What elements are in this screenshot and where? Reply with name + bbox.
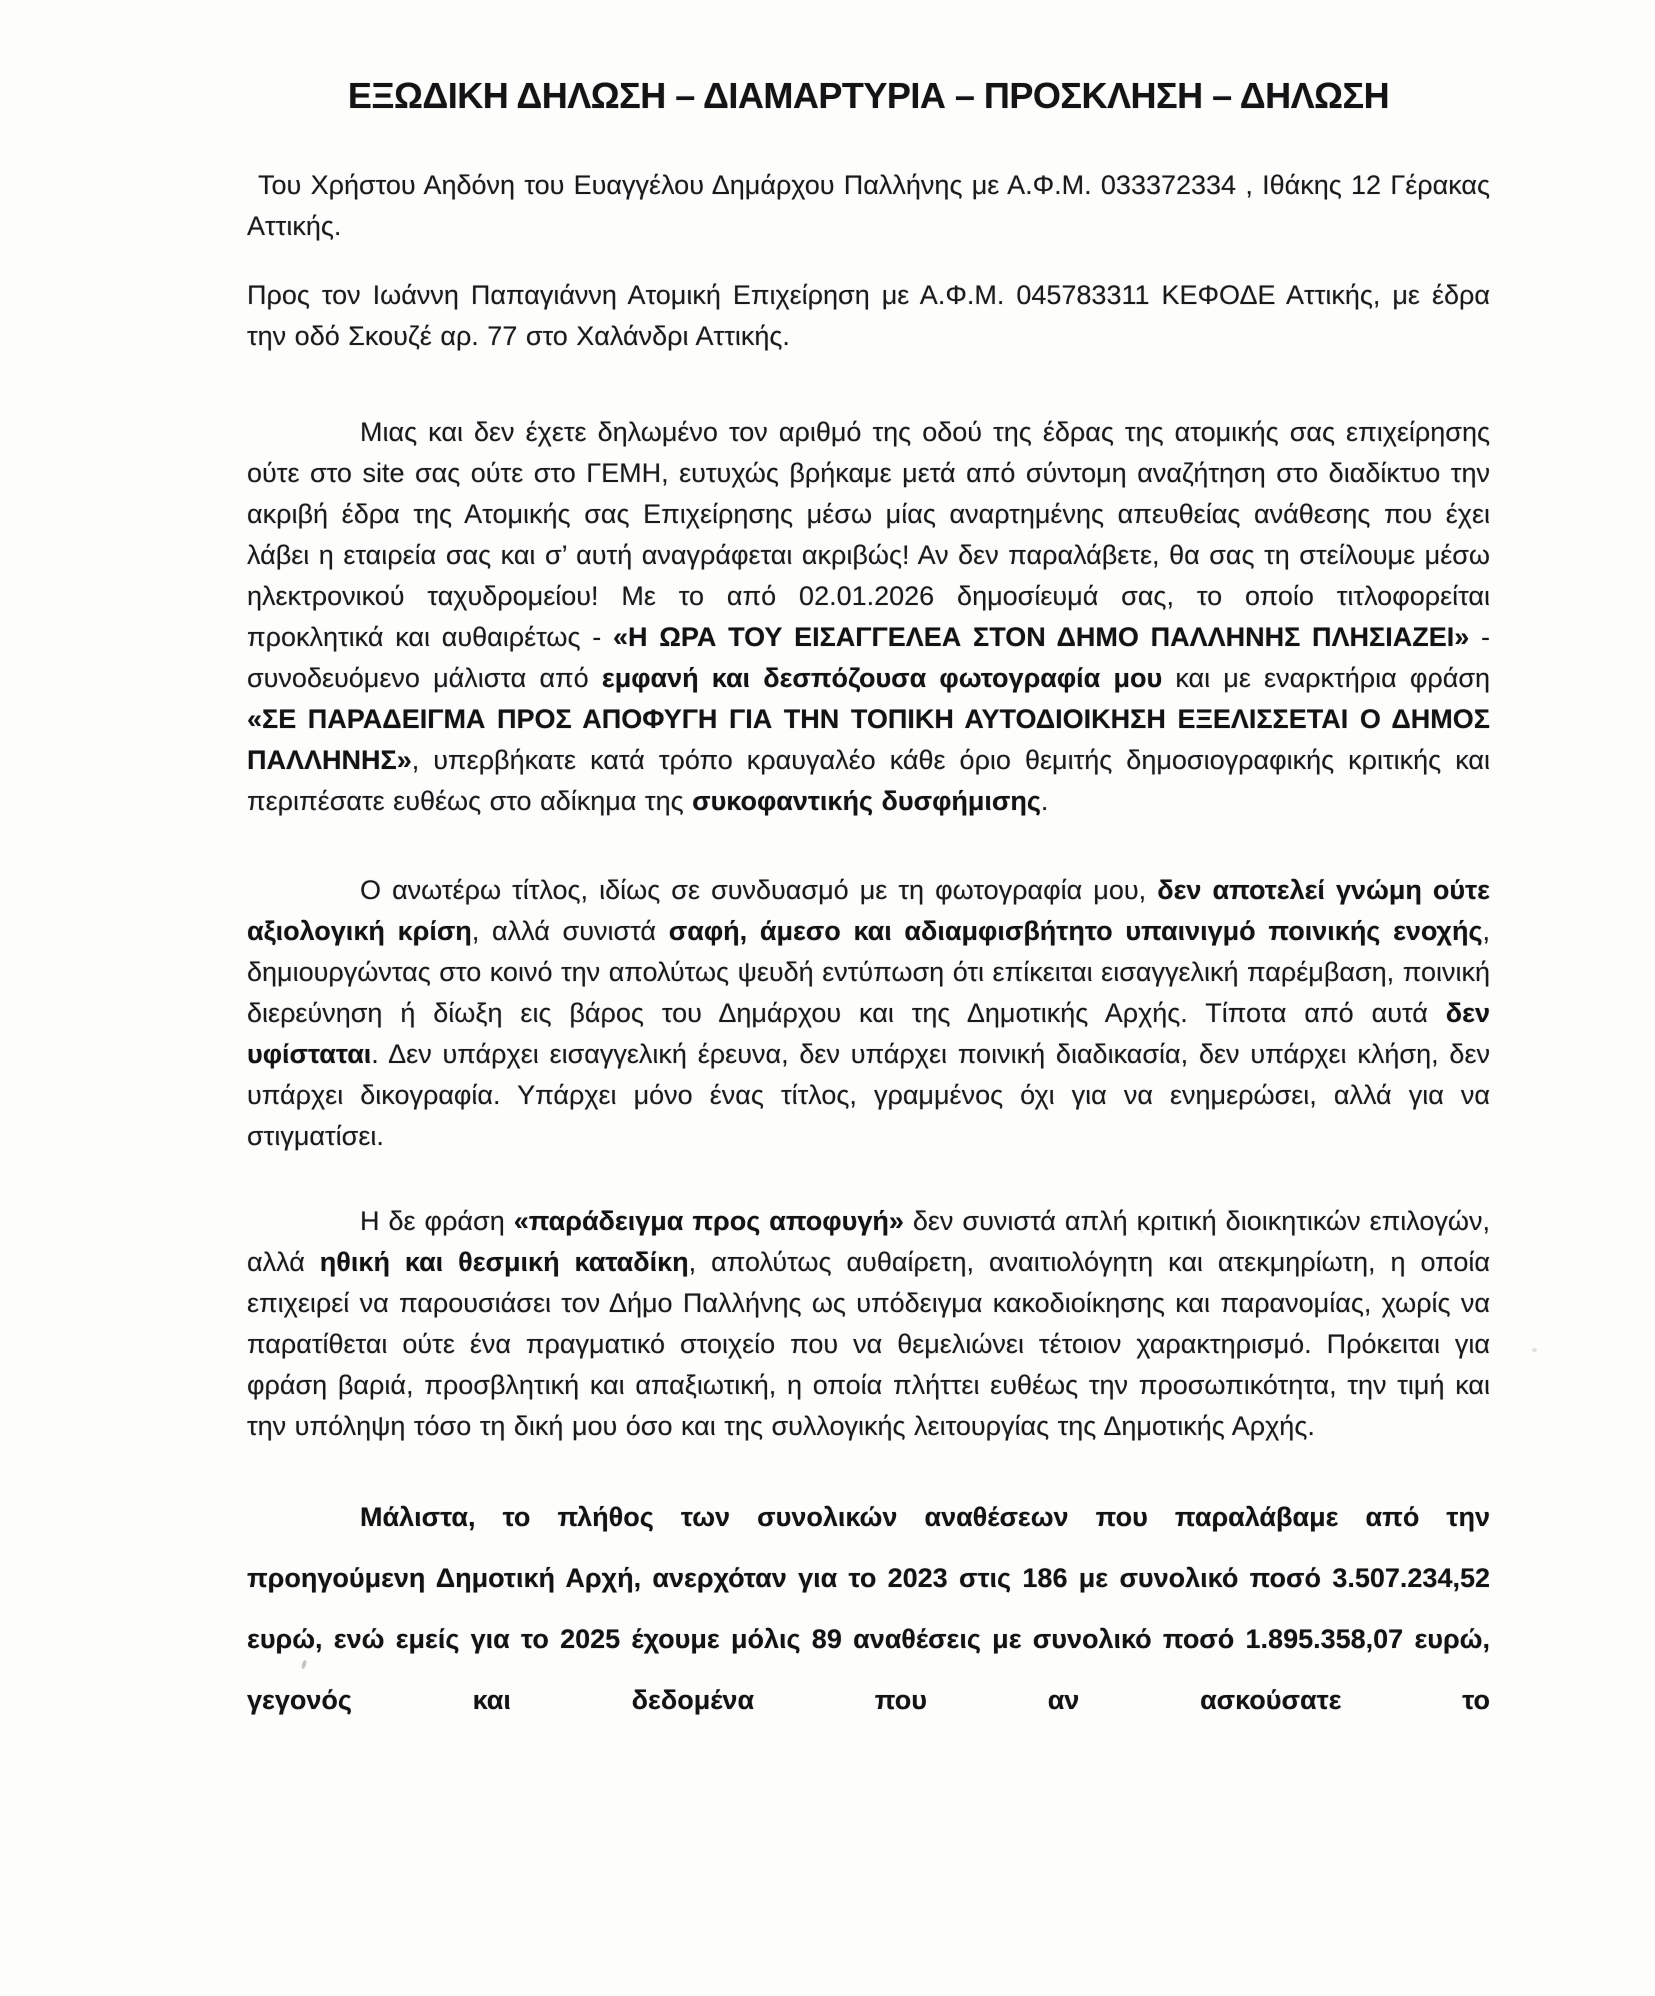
- paragraph-sender: [247, 165, 1490, 247]
- scan-artifact: [1140, 1230, 1143, 1233]
- document-title: ΕΞΩΔΙΚΗ ΔΗΛΩΣΗ – ΔΙΑΜΑΡΤΥΡΙΑ – ΠΡΟΣΚΛΗΣΗ – ΔΗΛΩΣΗ: [347, 75, 1390, 116]
- paragraph-title-implication: [247, 870, 1490, 1157]
- text-run: . Δεν υπάρχει εισαγγελική έρευνα, δεν υπάρχει ποινική διαδικασία, δεν υπάρχει κλήση, δεν υπάρχει δικογραφία. Υπάρχει μόνο ένας τίτλος, γραμμένος όχι για να ενημερώσει, αλλά για να στιγματίσει.: [247, 1039, 1490, 1151]
- text-run: Ο ανωτέρω τίτλος, ιδίως σε συνδυασμό με τη φωτογραφία μου,: [360, 875, 1158, 905]
- text-run-bold: ηθική και θεσμική καταδίκη: [319, 1247, 689, 1277]
- text-run-bold: Μάλιστα, το πλήθος των συνολικών αναθέσεων που παραλάβαμε από την προηγούμενη Δημοτική Αρχή, ανερχόταν για το 2023 στις 186 με συνολικό ποσό 3.507.234,52 ευρώ, ενώ εμείς για το 2025 έχουμε μόλις 89 αναθέσεις με συνολικό ποσό 1.895.358,07 ευρώ, γεγονός και δεδομένα που αν ασκούσατε το: [247, 1502, 1490, 1715]
- document-content: [247, 0, 1490, 1731]
- text-run-bold: δεν αποτελεί γνώμη ούτε αξιολογική κρίση: [247, 875, 1490, 946]
- paragraph-phrase-condemnation: [247, 1201, 1490, 1447]
- paragraph-publication: [247, 412, 1490, 822]
- text-run: - συνοδευόμενο μάλιστα από: [247, 622, 1490, 693]
- scan-artifact: [1532, 1348, 1537, 1352]
- text-run-bold: σαφή, άμεσο και αδιαμφισβήτητο υπαινιγμό ποινικής ενοχής: [668, 916, 1483, 946]
- text-run: , απολύτως αυθαίρετη, αναιτιολόγητη και ατεκμηρίωτη, η οποία επιχειρεί να παρουσιάσει τον Δήμο Παλλήνης ως υπόδειγμα κακοδιοίκησης και παρανομίας, χωρίς να παρατίθεται ούτε ένα πραγματικό στοιχείο που να θεμελιώνει τέτοιον χαρακτηρισμό. Πρόκειται για φράση βαριά, προσβλητική και απαξιωτική, η οποία πλήττει ευθέως την προσωπικότητα, την τιμή και την υπόληψη τόσο τη δική μου όσο και της συλλογικής λειτουργίας της Δημοτικής Αρχής.: [247, 1247, 1490, 1441]
- text-run-bold: εμφανή και δεσπόζουσα φωτογραφία μου: [601, 663, 1163, 693]
- document-body: [247, 165, 1490, 1731]
- text-run: και με εναρκτήρια φράση: [1162, 663, 1491, 693]
- text-run: Του Χρήστου Αηδόνη του Ευαγγέλου Δημάρχου Παλλήνης με Α.Φ.Μ. 033372334 , Ιθάκης 12 Γέρακας Αττικής.: [247, 170, 1490, 241]
- text-run-bold: «ΣΕ ΠΑΡΑΔΕΙΓΜΑ ΠΡΟΣ ΑΠΟΦΥΓΗ ΓΙΑ ΤΗΝ ΤΟΠΙΚΗ ΑΥΤΟΔΙΟΙΚΗΣΗ ΕΞΕΛΙΣΣΕΤΑΙ Ο ΔΗΜΟΣ ΠΑΛΛΗΝΗΣ»: [247, 704, 1490, 775]
- text-run: , αλλά συνιστά: [471, 916, 669, 946]
- text-run: Προς τον Ιωάννη Παπαγιάννη Ατομική Επιχείρηση με Α.Φ.Μ. 045783311 ΚΕΦΟΔΕ Αττικής, με έδρα την οδό Σκουζέ αρ. 77 στο Χαλάνδρι Αττικής.: [247, 280, 1490, 351]
- text-run: .: [1040, 786, 1049, 816]
- text-run: , υπερβήκατε κατά τρόπο κραυγαλέο κάθε όριο θεμιτής δημοσιογραφικής κριτικής και περιπέσατε ευθέως στο αδίκημα της: [247, 745, 1490, 816]
- text-run: Η δε φράση: [360, 1206, 514, 1236]
- text-run-bold: «παράδειγμα προς αποφυγή»: [513, 1206, 904, 1236]
- text-run-bold: συκοφαντικής δυσφήμισης: [692, 786, 1041, 816]
- text-run: δεν συνιστά απλή κριτική διοικητικών επιλογών, αλλά: [247, 1206, 1490, 1277]
- text-run-bold: δεν υφίσταται: [247, 998, 1490, 1069]
- text-run-bold: «Η ΩΡΑ ΤΟΥ ΕΙΣΑΓΓΕΛΕΑ ΣΤΟΝ ΔΗΜΟ ΠΑΛΛΗΝΗΣ ΠΛΗΣΙΑΖΕΙ»: [612, 622, 1470, 652]
- paragraph-recipient: [247, 275, 1490, 357]
- paragraph-assignments-figures: [247, 1487, 1490, 1731]
- text-run: Μιας και δεν έχετε δηλωμένο τον αριθμό της οδού της έδρας της ατομικής σας επιχείρησης ούτε στο site σας ούτε στο ΓΕΜΗ, ευτυχώς βρήκαμε μετά από σύντομη αναζήτηση στο διαδίκτυο την ακριβή έδρα της Ατομικής σας Επιχείρησης μέσω μίας αναρτημένης απευθείας ανάθεσης που έχει λάβει η εταιρεία σας και σ’ αυτή αναγράφεται ακριβώς! Αν δεν παραλάβετε, θα σας τη στείλουμε μέσω ηλεκτρονικού ταχυδρομείου! Με το από 02.01.2026 δημοσίευμά σας, το οποίο τιτλοφορείται προκλητικά και αυθαιρέτως -: [247, 417, 1490, 652]
- text-run: , δημιουργώντας στο κοινό την απολύτως ψευδή εντύπωση ότι επίκειται εισαγγελική παρέμβαση, ποινική διερεύνηση ή δίωξη εις βάρος του Δημάρχου και της Δημοτικής Αρχής. Τίποτα από αυτά: [247, 916, 1491, 1028]
